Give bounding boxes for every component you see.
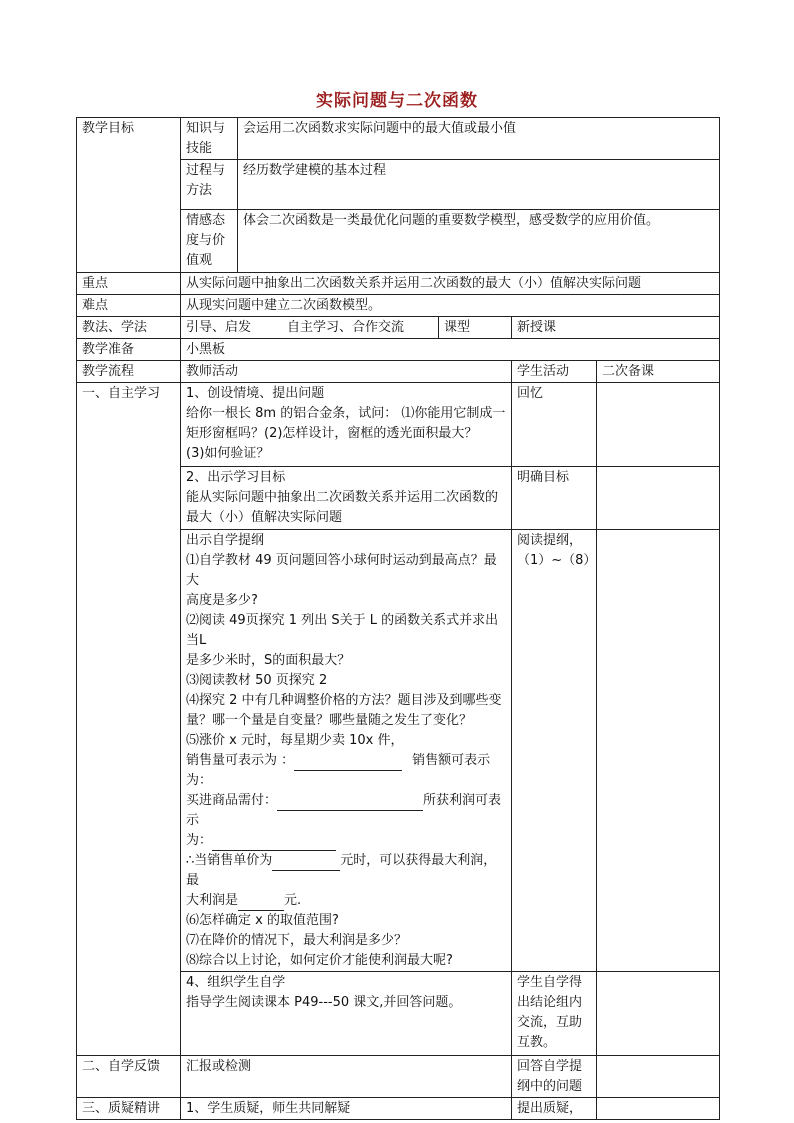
sales-amount-label: 销售额可表示为： [186, 753, 491, 788]
step-title: 2、出示学习目标 [186, 470, 286, 485]
key-point-content: 从实际问题中抽象出二次函数关系并运用二次函数的最大（小）值解决实际问题 [181, 273, 720, 295]
step-title: 4、组织学生自学 [186, 975, 286, 990]
cost-label: 买进商品需付： [186, 793, 278, 808]
difficulty-label: 难点 [77, 295, 181, 317]
second-prep-cell [597, 383, 720, 467]
question-line: ⑹怎样确定 x 的取值范围? [186, 913, 339, 928]
blank-line [186, 751, 507, 791]
key-point-label: 重点 [77, 273, 181, 295]
questioning-row [77, 1098, 720, 1120]
objective-category: 知识与技能 [181, 118, 238, 160]
section-label: 二、自学反馈 [77, 1056, 181, 1098]
question-line: ⑵阅读 49页探究 1 列出 S关于 L 的函数关系式并求出当L [186, 613, 499, 648]
second-prep-cell [597, 530, 720, 972]
student-activity: 明确目标 [512, 467, 597, 530]
step-line: 给你一根长 8m 的铝合金条，试问： ⑴你能用它制成一 [186, 406, 506, 421]
question-line: ⑻综合以上讨论，如何定价才能使利润最大呢? [186, 953, 453, 968]
question-line: ⑴自学教材 49 页问题回答小球何时运动到最高点？最大 [186, 553, 497, 588]
step-title: 出示自学提纲 [186, 533, 265, 548]
objective-content: 体会二次函数是一类最优化问题的重要数学模型，感受数学的应用价值。 [238, 210, 720, 273]
page-title: 实际问题与二次函数 [316, 91, 478, 111]
class-type-label: 课型 [439, 317, 512, 339]
price-label: ∴当销售单价为 [186, 853, 273, 868]
blank-line [186, 791, 507, 831]
blank-line [186, 851, 507, 891]
question-line: 高度是多少? [186, 593, 258, 608]
cost-blank [277, 796, 423, 811]
objective-category: 过程与方法 [181, 160, 238, 210]
profit-label: 所获利润可表示 [186, 793, 502, 828]
sales-volume-blank [294, 756, 402, 771]
question-line: 是多少米时，S的面积最大？ [186, 653, 351, 668]
step-line: 能从实际问题中抽象出二次函数关系并运用二次函数的 [186, 490, 499, 505]
question-line: ⑶阅读教材 50 页探究 2 [186, 673, 328, 688]
lesson-plan-table [76, 117, 720, 1120]
step-row [77, 383, 720, 467]
step-line: 矩形窗框吗？(2)怎样设计，窗框的透光面积最大？ [186, 426, 478, 441]
teacher-activity: 汇报或检测 [181, 1056, 512, 1098]
second-prep-cell [597, 1098, 720, 1120]
header-second: 二次备课 [597, 361, 720, 383]
question-line: ⑺在降价的情况下，最大利润是多少？ [186, 933, 408, 948]
step-line: 指导学生阅读课本 P49---50 课文,并回答问题。 [186, 995, 462, 1010]
student-activity: 回答自学提纲中的问题 [512, 1056, 597, 1098]
step-line: 最大（小）值解决实际问题 [186, 510, 343, 525]
step-line: (3)如何验证？ [186, 446, 270, 461]
question-line: ⑷探究 2 中有几种调整价格的方法？题目涉及到哪些变 [186, 693, 502, 708]
header-teacher: 教师活动 [181, 361, 512, 383]
preparation-row [77, 339, 720, 361]
student-activity: 学生自学得出结论组内交流，互助互教。 [512, 972, 597, 1056]
objective-category: 情感态度与价值观 [181, 210, 238, 273]
blank-line [186, 831, 507, 851]
objective-content: 经历数学建模的基本过程 [238, 160, 720, 210]
student-activity: 阅读提纲，（1）~（8） [512, 530, 597, 972]
section-label: 一、自主学习 [77, 383, 181, 1056]
preparation-content: 小黑板 [181, 339, 720, 361]
teacher-activity [181, 467, 512, 530]
difficulty-row [77, 295, 720, 317]
objectives-label: 教学目标 [77, 118, 181, 273]
difficulty-content: 从现实问题中建立二次函数模型。 [181, 295, 720, 317]
student-activity: 回忆 [512, 383, 597, 467]
student-activity: 提出质疑， [512, 1098, 597, 1120]
method-self-study: 自主学习、合作交流 [287, 320, 405, 335]
price-label-cont: 元时，可以获得最大利润，最 [186, 853, 497, 888]
profit-blank [212, 836, 336, 851]
process-header-row [77, 361, 720, 383]
section-label: 三、质疑精讲 [77, 1098, 181, 1120]
max-profit-unit: 元. [284, 893, 302, 908]
question-line: ⑸涨价 x 元时，每星期少卖 10x 件， [186, 733, 404, 748]
sales-volume-label: 销售量可表示为 ： [186, 753, 295, 768]
max-profit-blank [238, 896, 284, 911]
key-point-row [77, 273, 720, 295]
teacher-activity [181, 972, 512, 1056]
second-prep-cell [597, 972, 720, 1056]
methods-row [77, 317, 720, 339]
second-prep-cell [597, 467, 720, 530]
teacher-activity [181, 383, 512, 467]
profit-label-cont: 为： [186, 833, 213, 848]
price-blank [272, 856, 340, 871]
method-guide: 引导、启发 [186, 320, 252, 335]
methods-label: 教法、学法 [77, 317, 181, 339]
header-process: 教学流程 [77, 361, 181, 383]
question-line: 量？哪一个量是自变量？哪些量随之发生了变化？ [186, 713, 473, 728]
max-profit-label: 大利润是 [186, 893, 239, 908]
feedback-row [77, 1056, 720, 1098]
class-type-value: 新授课 [512, 317, 720, 339]
header-student: 学生活动 [512, 361, 597, 383]
teacher-activity [181, 530, 512, 972]
preparation-label: 教学准备 [77, 339, 181, 361]
methods-content [181, 317, 439, 339]
blank-line [186, 891, 507, 911]
teacher-activity: 1、学生质疑，师生共同解疑 [181, 1098, 512, 1120]
step-title: 1、创设情境、提出问题 [186, 386, 325, 401]
second-prep-cell [597, 1056, 720, 1098]
objective-row-knowledge [77, 118, 720, 160]
objective-content: 会运用二次函数求实际问题中的最大值或最小值 [238, 118, 720, 160]
